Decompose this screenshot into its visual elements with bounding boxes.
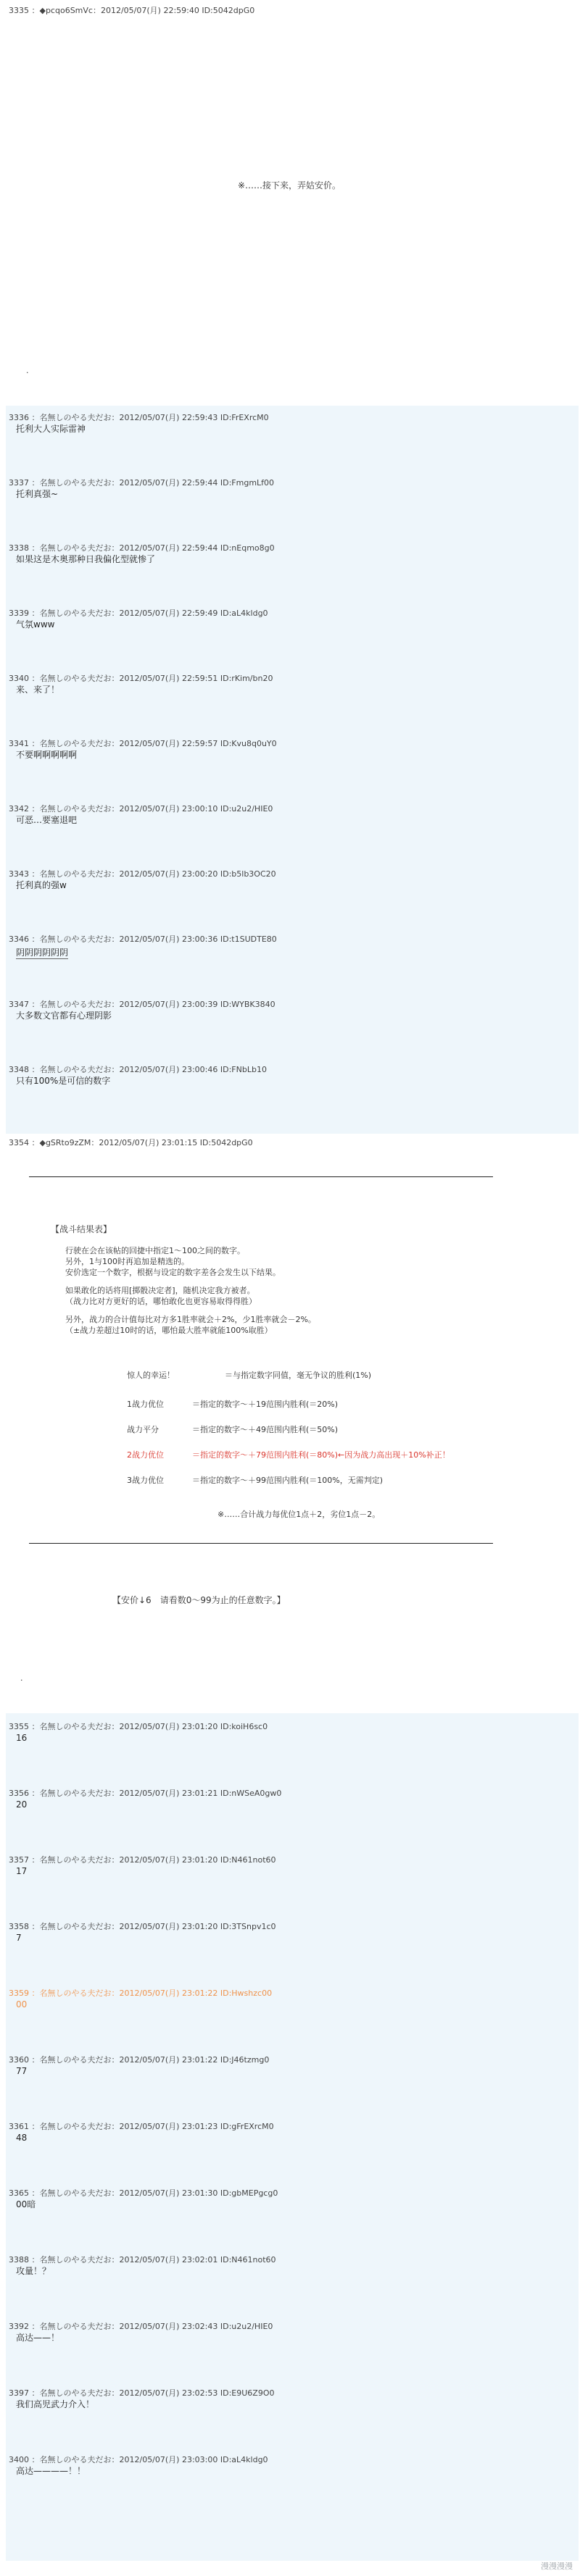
post-body: 托利大人实际雷神 — [16, 424, 86, 434]
post-body: 20 — [16, 1799, 28, 1810]
post-header: 3346 ：名無しのやる夫だお：2012/05/07(月) 23:00:36 ID:t1SUDTE80 — [9, 934, 277, 944]
post-body: 可恶…要塞退吧 — [16, 815, 78, 825]
post-header: 3337 ：名無しのやる夫だお：2012/05/07(月) 22:59:44 ID:FmgmLf00 — [9, 478, 275, 488]
post-body: 来、来了！ — [16, 685, 60, 695]
post-body: 16 — [16, 1733, 28, 1743]
post-body: 77 — [16, 2066, 28, 2076]
post-body: ※……接下来，弄姑安价。 — [238, 180, 341, 191]
post-header: 3356 ：名無しのやる夫だお：2012/05/07(月) 23:01:21 ID:nWSeA0gw0 — [9, 1789, 282, 1798]
table-note: ※……合计战力每优位1点＋2，劣位1点－2。 — [218, 1510, 381, 1519]
result-row-text-highlighted: ＝指定的数字～＋79范围内胜利(＝80%)←因为战力高出现＋10%补正！ — [192, 1450, 450, 1460]
post-header: 3342 ：名無しのやる夫だお：2012/05/07(月) 23:00:10 ID:u2u2/HIE0 — [9, 804, 273, 814]
para1-line: 行驶在会在该帖的回捷中指定1～100之间的数字。 — [65, 1246, 245, 1255]
post-body: 17 — [16, 1866, 28, 1876]
post-3360 — [6, 2054, 579, 2097]
post-3361 — [6, 2120, 579, 2164]
post-header: 3357 ：名無しのやる夫だお：2012/05/07(月) 23:01:20 ID:N461not60 — [9, 1855, 276, 1865]
post-header: 3360 ：名無しのやる夫だお：2012/05/07(月) 23:01:22 ID:J46tzmg0 — [9, 2055, 270, 2065]
watermark: 漫漫漫漫 — [541, 2562, 573, 2571]
post-header: 3361 ：名無しのやる夫だお：2012/05/07(月) 23:01:23 ID:gFrEXrcM0 — [9, 2122, 274, 2131]
post-header: 3365 ：名無しのやる夫だお：2012/05/07(月) 23:01:30 ID:gbMEPgcg0 — [9, 2188, 278, 2198]
post-3359 — [6, 1987, 579, 2031]
post-header: 3347 ：名無しのやる夫だお：2012/05/07(月) 23:00:39 ID:WYBK3840 — [9, 1000, 276, 1009]
post-header: 3343 ：名無しのやる夫だお：2012/05/07(月) 23:00:20 ID:b5lb3OC20 — [9, 869, 276, 879]
post-body: 48 — [16, 2133, 28, 2143]
post-header: 3358 ：名無しのやる夫だお：2012/05/07(月) 23:01:20 ID:3TSnpv1c0 — [9, 1922, 276, 1931]
para3-line: 另外，战力的合计值每比对方多1胜率就会＋2%，少1胜率就会－2%。 — [65, 1315, 316, 1324]
post-3397 — [6, 2387, 579, 2430]
post-3342 — [6, 803, 579, 846]
post-header: 3340 ：名無しのやる夫だお：2012/05/07(月) 22:59:51 ID:rKim/bn20 — [9, 674, 273, 683]
post-body: 高达——！ — [16, 2333, 60, 2343]
post-body: 00暗 — [16, 2199, 36, 2209]
post-3400 — [6, 2454, 579, 2497]
result-row-text: ＝与指定数字同值，毫无争议的胜利(1%) — [225, 1371, 372, 1380]
result-row-label-highlighted: 2战力优位 — [127, 1450, 164, 1460]
post-3355 — [6, 1720, 579, 1764]
post-header: 3354 ：◆gSRto9zZM：2012/05/07(月) 23:01:15 ID:5042dpG0 — [9, 1138, 253, 1147]
para1-line: 另外，1与100时再追加是精选的。 — [65, 1257, 189, 1266]
dot-marker: . — [26, 366, 29, 375]
post-3343 — [6, 868, 579, 911]
post-3335 — [6, 0, 579, 406]
post-body: 不要啊啊啊啊啊 — [16, 750, 78, 760]
post-header-highlighted: 3359 ：名無しのやる夫だお：2012/05/07(月) 23:01:22 ID:Hwshzc00 — [9, 1989, 273, 1998]
post-body-highlighted: 00 — [16, 1999, 28, 2010]
post-header: 3339 ：名無しのやる夫だお：2012/05/07(月) 22:59:49 ID:aL4kldg0 — [9, 609, 268, 618]
post-header: 3341 ：名無しのやる夫だお：2012/05/07(月) 22:59:57 ID:Kvu8q0uY0 — [9, 739, 277, 748]
post-header: 3400 ：名無しのやる夫だお：2012/05/07(月) 23:03:00 ID:aL4kldg0 — [9, 2455, 268, 2464]
result-row-label: 惊人的幸运！ — [127, 1371, 175, 1380]
result-row-label: 1战力优位 — [127, 1400, 164, 1409]
para3-line: （±战力差超过10时的话，哪怕最大胜率就能100%取胜） — [65, 1326, 273, 1335]
result-row-text: ＝指定的数字～＋19范围内胜利(＝20%) — [192, 1400, 339, 1409]
post-body: 托利真的强w — [16, 880, 67, 890]
post-header: 3338 ：名無しのやる夫だお：2012/05/07(月) 22:59:44 ID:nEqmo8g0 — [9, 543, 275, 553]
result-row-label: 3战力优位 — [127, 1476, 164, 1485]
para2-line: （战力比对方更好的话，哪怕敢化也更容易取得得胜） — [65, 1297, 257, 1306]
para2-line: 如果敢化的话将用[掷骰决定者]，随机决定我方被者。 — [65, 1286, 255, 1295]
result-row-text: ＝指定的数字～＋49范围内胜利(＝50%) — [192, 1425, 339, 1434]
post-3337 — [6, 477, 579, 520]
dot-marker: . — [20, 1673, 23, 1683]
post-header: 3392 ：名無しのやる夫だお：2012/05/07(月) 23:02:43 ID:u2u2/HIE0 — [9, 2322, 273, 2331]
post-3346 — [6, 933, 579, 977]
post-3341 — [6, 737, 579, 781]
result-row-label: 战力平分 — [127, 1425, 159, 1434]
post-3340 — [6, 672, 579, 716]
para1-line: 安价选定一个数字，根据与设定的数字差各会发生以下结果。 — [65, 1268, 281, 1277]
post-body: 只有100%是可信的数字 — [16, 1076, 111, 1086]
result-row-text: ＝指定的数字～＋99范围内胜利(＝100%，无需判定) — [192, 1476, 384, 1485]
post-body: 气氛www — [16, 619, 55, 630]
post-body: 7 — [16, 1933, 22, 1943]
post-header: 3397 ：名無しのやる夫だお：2012/05/07(月) 23:02:53 ID:E9U6Z9O0 — [9, 2388, 275, 2398]
post-3348 — [6, 1063, 579, 1107]
post-3356 — [6, 1787, 579, 1831]
post-3358 — [6, 1920, 579, 1964]
post-3338 — [6, 542, 579, 585]
post-header: 3388 ：名無しのやる夫だお：2012/05/07(月) 23:02:01 ID:N461not60 — [9, 2255, 276, 2265]
post-body: 托利真强~ — [16, 489, 59, 499]
post-header: 3355 ：名無しのやる夫だお：2012/05/07(月) 23:01:20 ID:koiH6sc0 — [9, 1722, 268, 1731]
post-3339 — [6, 607, 579, 651]
post-header: 3335 ：◆pcqo6SmVc：2012/05/07(月) 22:59:40 ID:5042dpG0 — [9, 6, 255, 15]
post-body: 大多数文官都有心理阴影 — [16, 1011, 112, 1021]
post-3347 — [6, 998, 579, 1042]
post-body: 阴阴阴阴阴阴 — [16, 948, 69, 958]
post-body: 攻量！？ — [16, 2266, 51, 2276]
post-3365 — [6, 2187, 579, 2230]
anchor-instruction: 【安价↓6 请看数0～99为止的任意数字。】 — [112, 1595, 286, 1605]
post-3357 — [6, 1854, 579, 1897]
section-title: 【战斗结果表】 — [51, 1224, 112, 1234]
post-3388 — [6, 2254, 579, 2297]
divider-top — [29, 1176, 493, 1177]
post-body: 如果这是木奥那种日我偏化型就惨了 — [16, 554, 156, 564]
post-header: 3348 ：名無しのやる夫だお：2012/05/07(月) 23:00:46 ID:FNbLb10 — [9, 1065, 267, 1074]
post-body: 我们高児武力介入！ — [16, 2399, 95, 2409]
divider-bottom — [29, 1543, 493, 1544]
post-body: 高达————！！ — [16, 2466, 86, 2476]
post-3336 — [6, 411, 579, 455]
post-header: 3336 ：名無しのやる夫だお：2012/05/07(月) 22:59:43 ID:FrEXrcM0 — [9, 413, 269, 422]
post-3392 — [6, 2320, 579, 2364]
